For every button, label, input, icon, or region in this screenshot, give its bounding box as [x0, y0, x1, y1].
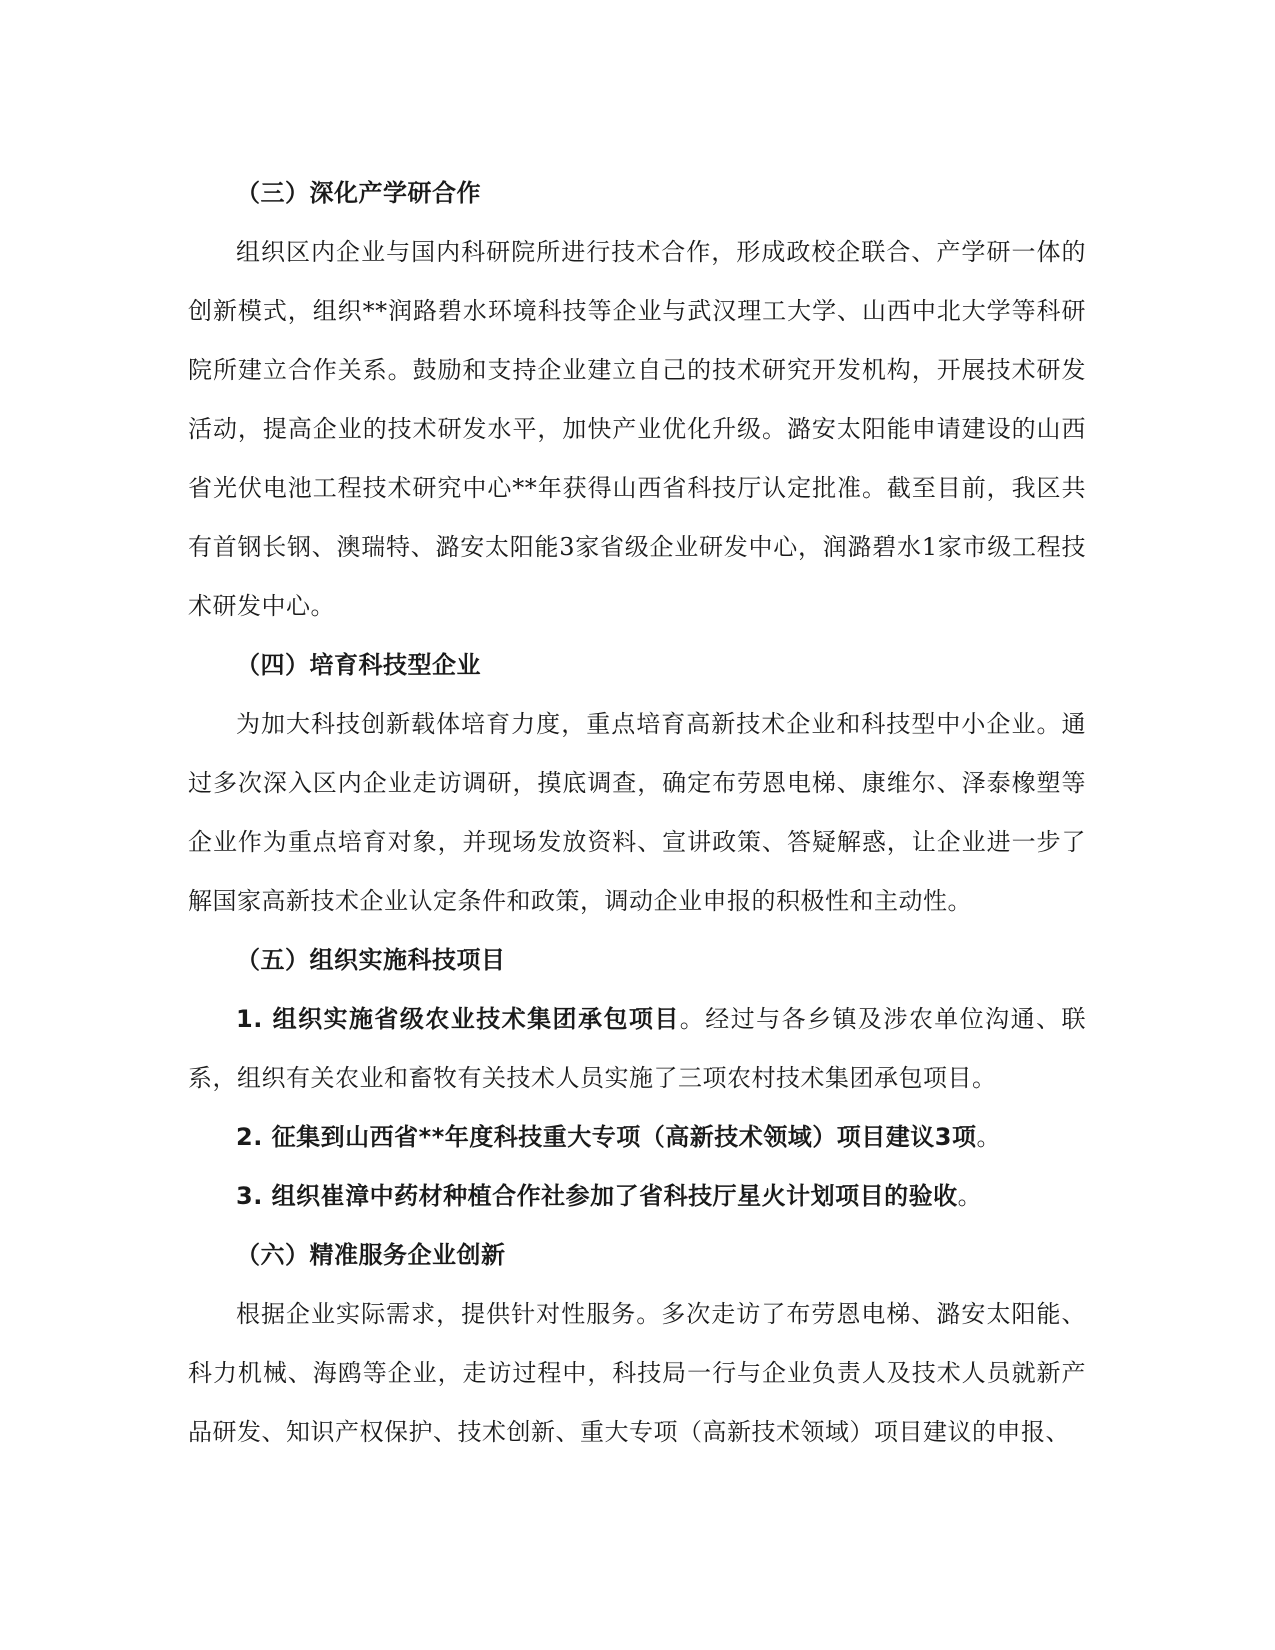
list-item-3-text: 。: [957, 1182, 983, 1210]
section-heading-3: （三）深化产学研合作: [236, 179, 481, 207]
section-3-paragraph: 组织区内企业与国内科研院所进行技术合作，形成政校企联合、产学研一体的创新模式，组织**润路碧水环境科技等企业与武汉理工大学、山西中北大学等科研院所建立合作关系。鼓励和支持企业建立自己的技术研究开发机构，开展技术研发活动，提高企业的技术研发水平，加快产业优化升级。潞安太阳能申请建设的山西省光伏电池工程技术研究中心**年获得山西省科技厅认定批准。截至目前，我区共有首钢长钢、澳瑞特、潞安太阳能3家省级企业研发中心，润潞碧水1家市级工程技术研发中心。: [188, 238, 1086, 620]
list-item-1: [188, 990, 1086, 1108]
list-item-2-text: 。: [976, 1123, 1001, 1151]
list-item-2: [188, 1108, 1086, 1167]
list-item-3: [188, 1167, 1086, 1226]
list-item-1-text: 。经过与各乡镇及涉农单位沟通、联系，组织有关农业和畜牧有关技术人员实施了三项农村技术集团承包项目。: [188, 1005, 1087, 1092]
document-body: [188, 164, 1086, 1462]
list-item-2-lead: 2. 征集到山西省**年度科技重大专项（高新技术领域）项目建议3项: [236, 1123, 977, 1151]
section-heading-5: （五）组织实施科技项目: [236, 946, 506, 974]
section-4-paragraph: 为加大科技创新载体培育力度，重点培育高新技术企业和科技型中小企业。通过多次深入区内企业走访调研，摸底调查，确定布劳恩电梯、康维尔、泽泰橡塑等企业作为重点培育对象，并现场发放资料、宣讲政策、答疑解惑，让企业进一步了解国家高新技术企业认定条件和政策，调动企业申报的积极性和主动性。: [188, 710, 1086, 915]
section-heading-6: （六）精准服务企业创新: [236, 1241, 506, 1269]
list-item-1-lead: 1. 组织实施省级农业技术集团承包项目: [236, 1005, 680, 1033]
section-heading-4: （四）培育科技型企业: [236, 651, 481, 679]
list-item-3-lead: 3. 组织崔漳中药材种植合作社参加了省科技厅星火计划项目的验收: [236, 1182, 958, 1210]
section-6-paragraph: 根据企业实际需求，提供针对性服务。多次走访了布劳恩电梯、潞安太阳能、科力机械、海鸥等企业，走访过程中，科技局一行与企业负责人及技术人员就新产品研发、知识产权保护、技术创新、重大专项（高新技术领域）项目建议的申报、: [188, 1300, 1086, 1446]
